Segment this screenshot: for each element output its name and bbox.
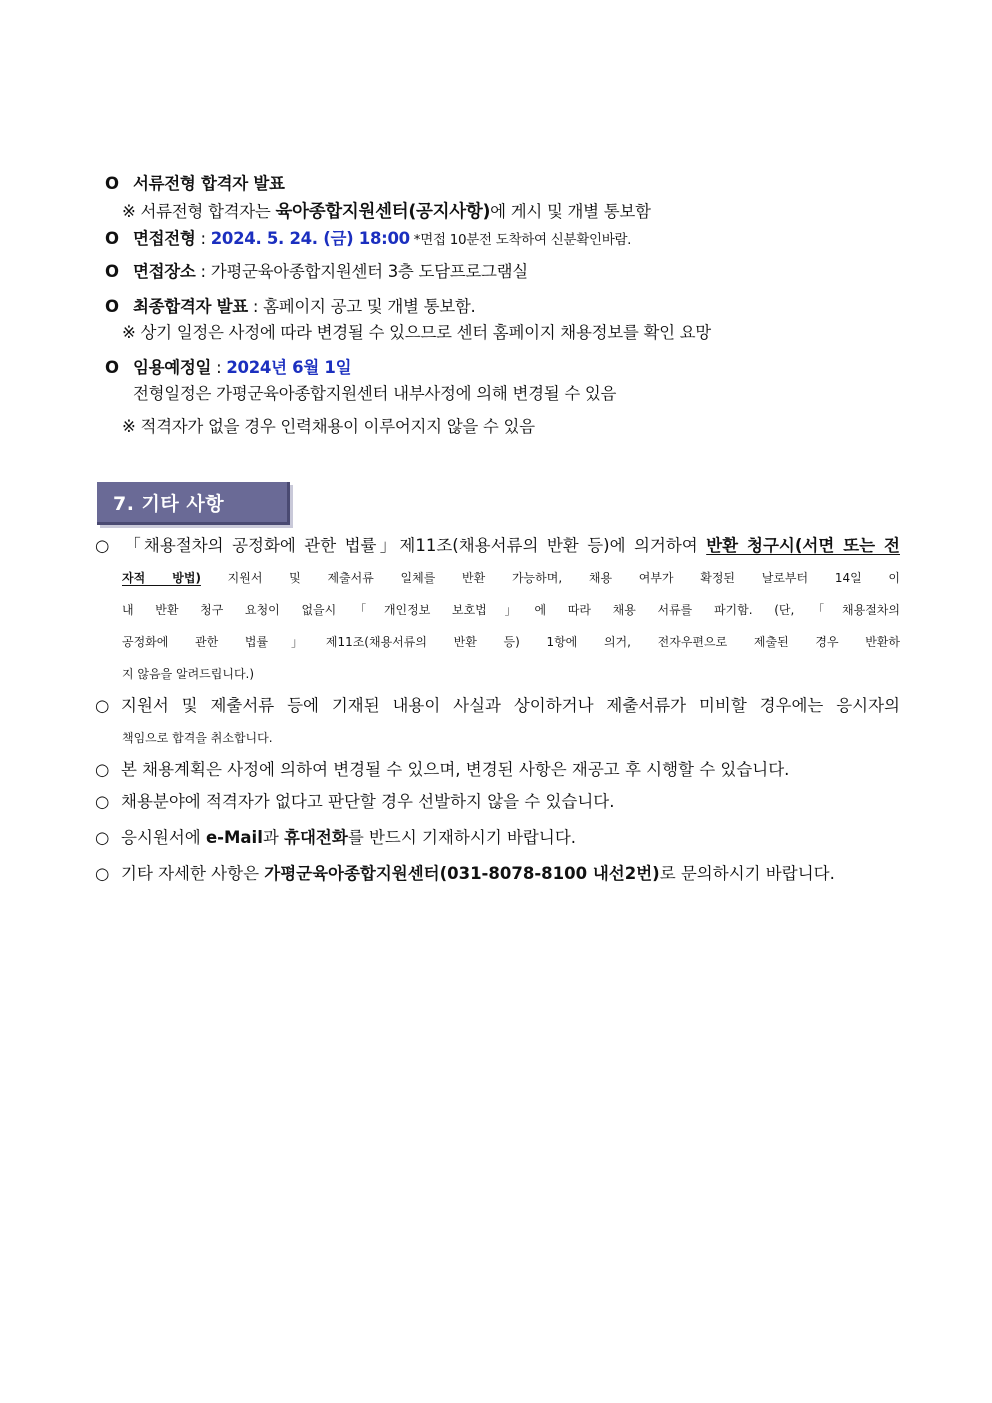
etc-paragraph-1 xyxy=(95,530,900,690)
appoint-line xyxy=(105,356,351,380)
p1-row-4: 공정화에 관한 법률」제11조(채용서류의 반환 등) 1항에 의거, 전자우편으로 제출된 경우 반환하 xyxy=(122,635,900,649)
bullet-icon: O xyxy=(105,297,119,316)
p1-row-3: 내 반환 청구 요청이 없을시「개인정보 보호법」에 따라 채용 서류를 파기함. (단,「채용절차의 xyxy=(122,603,900,617)
bullet-icon: O xyxy=(105,262,119,281)
final-note: ※ 상기 일정은 사정에 따라 변경될 수 있으므로 센터 홈페이지 채용정보를 확인 요망 xyxy=(122,323,711,342)
p2-row-1 xyxy=(95,690,900,722)
final-title: 최종합격자 발표 xyxy=(133,297,248,316)
bullet-icon: O xyxy=(105,358,119,377)
section-7-heading: 7. 기타 사항 xyxy=(113,493,225,515)
appoint-title: 임용예정일 xyxy=(133,358,212,377)
bullet-icon: O xyxy=(105,174,119,193)
p1-row-1 xyxy=(95,530,900,562)
p1-row-2 xyxy=(95,562,900,594)
circle-bullet-icon: ○ xyxy=(95,536,110,555)
doc-note-suffix: 에 게시 및 개별 통보함 xyxy=(490,202,651,221)
final-value: 홈페이지 공고 및 개별 통보함. xyxy=(263,297,476,316)
circle-bullet-icon: ○ xyxy=(95,864,110,883)
etc-paragraph-5 xyxy=(95,822,900,854)
p3-text: 본 채용계획은 사정에 의하여 변경될 수 있으며, 변경된 사항은 재공고 후 시행할 수 있습니다. xyxy=(121,760,790,779)
p5-text-d: 를 반드시 기재하시기 바랍니다. xyxy=(347,828,576,847)
p6-contact: 가평군육아종합지원센터(031-8078-8100 내선2번) xyxy=(264,864,660,883)
p5-row xyxy=(95,822,900,854)
interview-title: 면접전형 xyxy=(133,229,196,248)
p1-r2-emph: 자적 방법) xyxy=(122,571,201,585)
p1-row-5: 지 않음을 알려드립니다.) xyxy=(122,667,255,681)
etc-paragraph-4 xyxy=(95,786,900,818)
p2-r1-text: 지원서 및 제출서류 등에 기재된 내용이 사실과 상이하거나 제출서류가 미비할 경우에는 응시자의 xyxy=(121,696,900,715)
p4-text: 채용분야에 적격자가 없다고 판단할 경우 선발하지 않을 수 있습니다. xyxy=(121,792,615,811)
p1-r1-text: 「채용절차의 공정화에 관한 법률」제11조(채용서류의 반환 등)에 의거하여 xyxy=(121,536,707,555)
doc-note-bold: 육아종합지원센터(공지사항) xyxy=(275,202,491,222)
doc-note-prefix: ※ 서류전형 합격자는 xyxy=(122,202,276,221)
bullet-icon: O xyxy=(105,229,119,248)
interview-sep: : xyxy=(195,229,211,248)
place-line xyxy=(105,260,528,284)
p6-text-a: 기타 자세한 사항은 xyxy=(121,864,265,883)
etc-paragraph-2 xyxy=(95,690,900,754)
place-sep: : xyxy=(195,262,211,281)
doc-result-note xyxy=(122,200,651,224)
doc-result-line xyxy=(105,172,285,196)
p5-text-c: 과 xyxy=(262,828,285,847)
p4-row xyxy=(95,786,900,818)
circle-bullet-icon: ○ xyxy=(95,760,110,779)
interview-date: 2024. 5. 24. (금) 18:00 xyxy=(210,229,410,248)
p1-r1-emph: 반환 청구시(서면 또는 전 xyxy=(706,536,900,555)
final-line xyxy=(105,295,475,319)
p5-email: e-Mail xyxy=(205,828,263,847)
place-title: 면접장소 xyxy=(133,262,196,281)
etc-paragraph-6 xyxy=(95,858,900,890)
p5-text-a: 응시원서에 xyxy=(121,828,206,847)
interview-note: *면접 10분전 도착하여 신분확인바람. xyxy=(409,232,632,248)
section-7-heading-box xyxy=(97,482,290,525)
p3-row xyxy=(95,754,900,786)
p5-phone: 휴대전화 xyxy=(284,828,348,847)
circle-bullet-icon: ○ xyxy=(95,792,110,811)
appoint-sep: : xyxy=(211,358,227,377)
final-sep: : xyxy=(247,297,264,316)
p2-row-2: 책임으로 합격을 취소합니다. xyxy=(122,731,273,745)
interview-line xyxy=(105,227,631,252)
etc-paragraph-3 xyxy=(95,754,900,786)
p1-r2-text: 지원서 및 제출서류 일체를 반환 가능하며, 채용 여부가 확정된 날로부터 14일 이 xyxy=(200,571,900,585)
doc-result-title: 서류전형 합격자 발표 xyxy=(133,174,285,193)
circle-bullet-icon: ○ xyxy=(95,696,110,715)
appoint-date: 2024년 6월 1일 xyxy=(226,358,352,377)
p6-row xyxy=(95,858,900,890)
p6-text-c: 로 문의하시기 바랍니다. xyxy=(659,864,835,883)
place-value: 가평군육아종합지원센터 3층 도담프로그램실 xyxy=(210,262,528,281)
circle-bullet-icon: ○ xyxy=(95,828,110,847)
appoint-note-1: 전형일정은 가평군육아종합지원센터 내부사정에 의해 변경될 수 있음 xyxy=(133,384,617,403)
appoint-note-2: ※ 적격자가 없을 경우 인력채용이 이루어지지 않을 수 있음 xyxy=(122,417,535,436)
